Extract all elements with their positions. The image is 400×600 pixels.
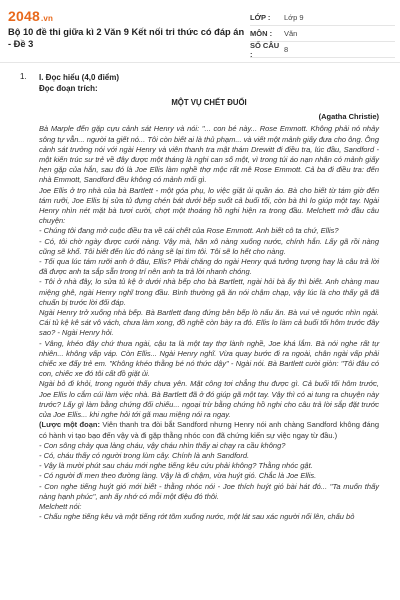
info-panel [250, 10, 395, 58]
story-author: (Agatha Christie) [318, 112, 379, 122]
document-title: Bộ 10 đề thi giữa kì 2 Văn 9 Kết nối tri thức có đáp án - Đề 3 [8, 27, 245, 49]
dialogue-line: - Con nghe tiếng huýt gió mới biết - thằng nhóc nói - Joe thích huýt gió bài hát đó... "Ta muốn thấy nàng hạnh phúc", anh ấy nhớ có mỗi một điệu đó thôi. [39, 481, 379, 501]
part-title: I. Đọc hiểu (4,0 điểm) [39, 73, 120, 82]
info-label: SỐ CÂU : [250, 40, 280, 59]
question-number: 1. [20, 72, 27, 81]
dialogue-line: - Chúng tôi đang mở cuộc điều tra về cái chết của Rose Emmott. Anh biết cô ta chứ, Ellis? [39, 226, 339, 236]
paragraph: Ngài bỏ đi khỏi, trong người thấy chưa yên. Mặt công tơi chẳng thu được gì. Cả buổi tối hôm trước, Joe Ellis lo cắm cúi làm việc nhà. Bà Bartlett đã ở đó giúp gã một tay. Vậy thì có ai tung ra chuyện này trước? Lấy gì làm bằng chứng đối chiếu... ngoại trừ bằng chứng hồ nghi cho câu trả lời sắp đặt trước của Joe Ellis... khi nghe hỏi tới gã mau miệng nói ra ngay. [39, 379, 379, 420]
summary-text: Viên thanh tra đòi bắt Sandford nhưng Henry nói anh chàng Sandford không đáng có hành vi tạo bạo đến vậy và đi gặp thằng nhóc con đã chứng kiến sự việc ngay từ đầu.) [39, 420, 379, 440]
site-logo[interactable] [8, 8, 53, 24]
dialogue-line: - Có, cháu thấy có người trong lùm cây. Chính là anh Sandford. [39, 450, 250, 460]
paragraph: Joe Ellis ở trọ nhà của bà Bartlett - một góa phụ, lo việc giặt ủi quần áo. Bà cho biết từ tám giờ đến tám rưỡi, Joe Ellis bị sửa tủ đựng chén bát dưới bếp suốt cả buổi tối, còn bà thì lo giúp một tay. Ngài Henry nhìn nét mặt bà tươi cười, chợt một thoáng hồ nghi hiện ra trong đầu. Melchett mở đầu câu chuyện: [39, 185, 379, 226]
info-value: Văn [284, 29, 298, 38]
instruction: Đọc đoạn trích: [39, 84, 98, 93]
info-value: 8 [284, 45, 289, 54]
dialogue-line: - Vậy là mười phút sau cháu mới nghe tiếng kêu cứu phải không? Thằng nhóc gật. [39, 461, 313, 471]
question-header [0, 72, 400, 94]
dialogue-line: - Chấu nghe tiếng kêu và một tiếng rớt tõm xuống nước, một lát sau xác người nổi lên, chấu bỏ [39, 512, 355, 522]
logo-text: 2048 [8, 8, 40, 24]
info-row-class [250, 10, 395, 26]
reading-passage [39, 96, 379, 522]
page-header [0, 0, 400, 63]
dialogue-line: - Con sông chảy qua làng cháu, vậy cháu nhìn thấy ai chạy ra cầu không? [39, 440, 286, 450]
question-content [0, 72, 400, 522]
dialogue-line: - Có người đi men theo đường làng. Vậy là đi chậm, vừa huýt gió. Chắc là Joe Ellis. [39, 471, 317, 481]
dialogue-line: - Tôi ở nhà đây, lo sửa tủ kệ ở dưới nhà bếp cho bà Bartlett, ngài hỏi bà ấy thì biết. Anh chàng mau miệng ghê, ngài Henry nghĩ trong đầu. Bình thường gã ăn nói chậm chạp, vậy lúc là cho thấy gã đã chuẩn bị trước lời đối đáp. [39, 277, 379, 307]
info-value: Lớp 9 [284, 13, 304, 22]
question-heading [39, 72, 119, 94]
summary-label: (Lược một đoạn: [39, 420, 100, 430]
info-label: MÔN : [250, 29, 273, 38]
info-label: LỚP : [250, 13, 271, 22]
story-title: MỘT VỤ CHẾT ĐUỐI [171, 98, 247, 107]
dialogue-line: - Tối qua lúc tám rưỡi anh ở đâu, Ellis? Phải chăng do ngài Henry quá tưởng tượng hay là câu trả lời đã được anh ta sắp sẵn trong trí nên anh ta trả lời nhanh chóng. [39, 257, 379, 277]
summary-note [39, 420, 379, 440]
logo-suffix: .vn [40, 14, 54, 23]
paragraph: - Vâng, khéo đây chứ thưa ngài, cậu ta là một tay thợ lành nghề, Joe khá lắm. Bà nói nghe rất tự nhiên... không vấp váp. Còn Ellis... Ngài Henry nghĩ. Vừa quay bước đi ra ngoài, chân ngài vấp phải chiếc xe đẩy trẻ em. "Không khéo thằng bé nó thức dậy" - Ngài nói. Bà Bartlett cười giòn: "Tôi đâu có con, chiếc xe đó tôi cất đồ giặt ủi. [39, 338, 379, 379]
paragraph: Ngài Henry trở xuống nhà bếp. Bà Bartlett đang đứng bên bếp lò nấu ăn. Bà vui vẻ ngước nhìn ngài. Cái tủ kệ kê sát vô vách, chưa làm xong, đồ nghề còn bày ra đó. Ellis lo làm cả buổi tối hôm trước đây sao? - Ngài Henry hỏi. [39, 308, 379, 338]
paragraph: Melchett nói: [39, 501, 82, 511]
paragraph: Bà Marple đến gặp cựu cảnh sát Henry và nói: "... con bé này... Rose Emmott. Không phải nó nhảy sông tự vẫn... người ta giết nó... Tôi còn biết ai là thủ phạm... và viết một mảnh giấy đưa cho ông. Ông cảnh sát trưởng nói với ngài Henry và viên thanh tra mật thám Drewitt đi điều tra, lúc đầu, Sandford - một kiến trúc sư trẻ về đây được một tháng là nghi can số một, vì trong túi áo nạn nhân có mảnh giấy hẹn gặp của hắn, sau đó là Joe Ellis làm nghề thợ mộc rất mê Rose Emmott. Cả ba đi điều tra: đến nhà Emmott, Sandford đều không có mảnh mối gì. [39, 124, 379, 185]
dialogue-line: - Có, tôi chờ ngày được cưới nàng. Vậy mà, hãn xô nàng xuống nước, chính hắn. Lấy gã rồi nàng cũng sẽ khổ. Tôi biết đến lúc đó nàng sẽ lại tìm tôi. Tôi sẽ lo hết cho nàng. [39, 236, 379, 256]
info-row-question-count [250, 42, 395, 58]
